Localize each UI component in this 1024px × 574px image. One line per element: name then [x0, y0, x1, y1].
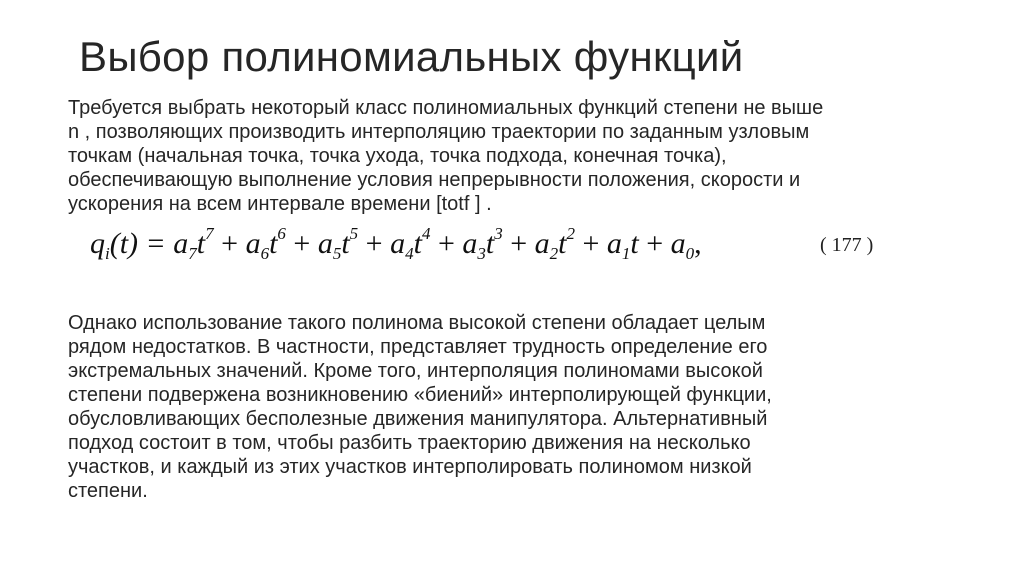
- formula-plus: +: [213, 227, 246, 260]
- formula-plus: +: [358, 227, 391, 260]
- formula-plus: +: [574, 227, 607, 260]
- formula-term: $a_3t^3$: [462, 224, 503, 263]
- formula-end: ,: [694, 227, 702, 260]
- formula-term: $a_4t^4$: [390, 224, 431, 263]
- paragraph-requirements: [68, 96, 968, 216]
- text-line: Однако использование такого полинома высокой степени обладает целым: [68, 312, 766, 334]
- formula-term: $a_6t^6$: [245, 224, 286, 263]
- text-line: обусловливающих бесполезные движения манипулятора. Альтернативный: [68, 408, 768, 430]
- formula-plus: +: [285, 227, 318, 260]
- text-line: степени подвержена возникновению «биений» интерполирующей функции,: [68, 384, 772, 406]
- formula-term: $a_2t^2$: [534, 224, 575, 263]
- text-line: подход состоит в том, чтобы разбить траекторию движения на несколько: [68, 432, 751, 454]
- text-line: Требуется выбрать некоторый класс полиномиальных функций степени не выше: [68, 97, 824, 119]
- paragraph-drawbacks: [68, 311, 968, 503]
- formula-expression: [90, 222, 702, 266]
- formula-lhs-subscript: i: [105, 244, 110, 263]
- formula-plus: +: [430, 227, 463, 260]
- text-line: n , позволяющих производить интерполяцию траектории по заданным узловым: [68, 121, 810, 143]
- formula-term: $a_1t$: [606, 227, 639, 263]
- text-line: экстремальных значений. Кроме того, интерполяция полиномами высокой: [68, 360, 763, 382]
- formula-lhs-argument: (t) =: [109, 227, 166, 260]
- text-line: обеспечивающую выполнение условия непрерывности положения, скорости и: [68, 169, 801, 191]
- text-line: ускорения на всем интервале времени [totf ] .: [68, 193, 492, 215]
- formula-plus: +: [502, 227, 535, 260]
- formula-term: $a_0$: [670, 227, 695, 263]
- formula-term: $a_7t^7$: [173, 224, 214, 263]
- formula-term: $a_5t^5$: [317, 224, 359, 263]
- formula-plus: +: [638, 227, 671, 260]
- text-line: рядом недостатков. В частности, представляет трудность определение его: [68, 336, 768, 358]
- text-line: степени.: [68, 480, 148, 502]
- formula-lhs: q: [90, 227, 105, 260]
- equation-number: ( 177 ): [820, 234, 874, 256]
- polynomial-formula: [90, 222, 890, 266]
- formula-terms: [173, 224, 702, 263]
- slide-title: Выбор полиномиальных функций: [79, 33, 744, 80]
- text-line: участков, и каждый из этих участков интерполировать полиномом низкой: [68, 456, 752, 478]
- text-line: точкам (начальная точка, точка ухода, точка подхода, конечная точка),: [68, 145, 727, 167]
